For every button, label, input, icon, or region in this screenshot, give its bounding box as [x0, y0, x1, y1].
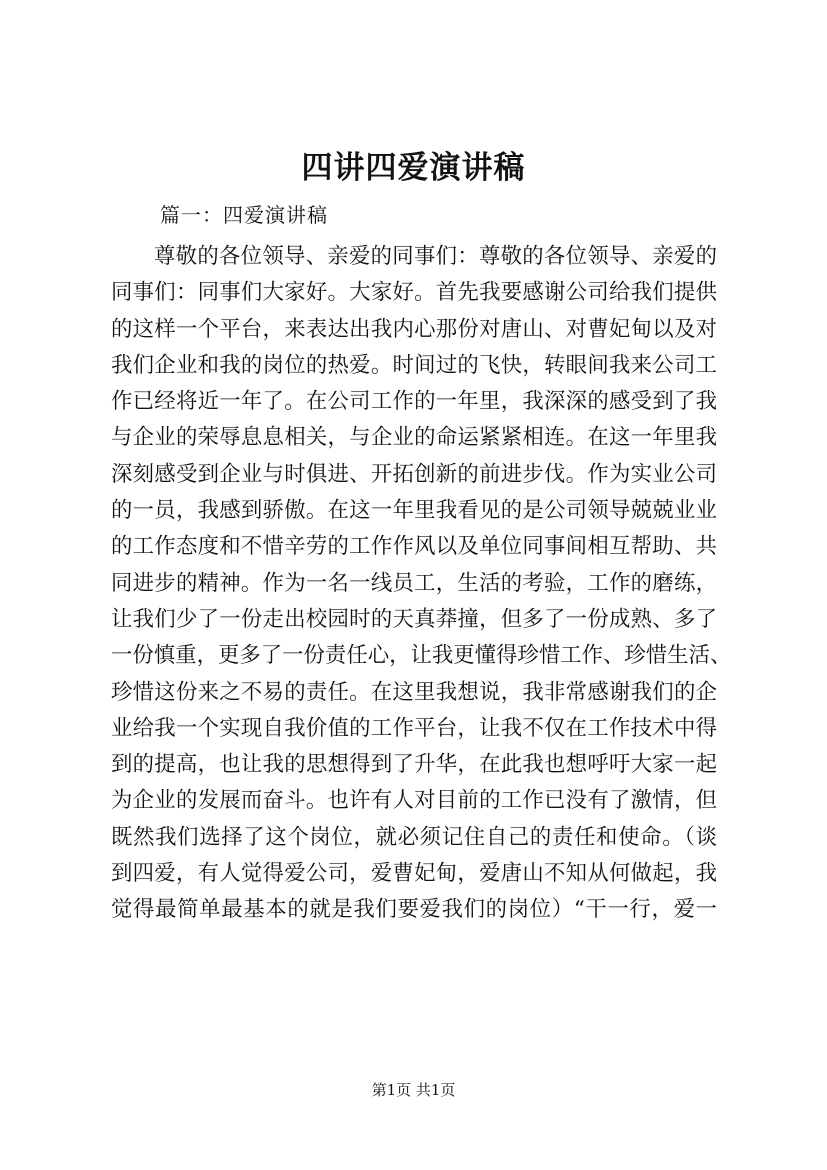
body-paragraph	[111, 239, 732, 929]
body-line: 觉得最简单最基本的就是我们要爱我们的岗位）“干一行，爱一	[111, 897, 717, 923]
body-line: 一份慎重，更多了一份责任心，让我更懂得珍惜工作、珍惜生活、	[111, 643, 732, 669]
body-line: 尊敬的各位领导、亲爱的同事们：尊敬的各位领导、亲爱的	[154, 244, 717, 269]
body-line: 到四爱，有人觉得爱公司，爱曹妃甸，爱唐山不知从何做起，我	[111, 861, 717, 887]
body-line: 的一员，我感到骄傲。在这一年里我看见的是公司领导兢兢业业	[111, 498, 717, 524]
body-line: 作已经将近一年了。在公司工作的一年里，我深深的感受到了我	[111, 389, 717, 415]
document-title: 四讲四爱演讲稿	[301, 150, 526, 186]
body-line: 到的提高，也让我的思想得到了升华，在此我也想呼吁大家一起	[111, 752, 717, 778]
body-line: 我们企业和我的岗位的热爱。时间过的飞快，转眼间我来公司工	[111, 352, 717, 378]
body-line: 让我们少了一份走出校园时的天真莽撞，但多了一份成熟、多了	[111, 606, 717, 632]
section-heading: 篇一：四爱演讲稿	[160, 203, 328, 227]
body-line: 业给我一个实现自我价值的工作平台，让我不仅在工作技术中得	[111, 715, 717, 741]
body-line: 珍惜这份来之不易的责任。在这里我想说，我非常感谢我们的企	[111, 679, 717, 705]
body-line: 的工作态度和不惜辛劳的工作作风以及单位同事间相互帮助、共	[111, 534, 717, 560]
page-footer: 第1页 共1页	[371, 1081, 456, 1099]
body-line: 既然我们选择了这个岗位，就必须记住自己的责任和使命。（谈	[111, 824, 717, 850]
body-line: 与企业的荣辱息息相关，与企业的命运紧紧相连。在这一年里我	[111, 425, 717, 451]
body-line: 同事们：同事们大家好。大家好。首先我要感谢公司给我们提供	[111, 280, 717, 306]
body-line: 同进步的精神。作为一名一线员工，生活的考验，工作的磨练，	[111, 570, 717, 596]
body-line: 为企业的发展而奋斗。也许有人对目前的工作已没有了激情，但	[111, 788, 717, 814]
body-line: 的这样一个平台，来表达出我内心那份对唐山、对曹妃甸以及对	[111, 316, 717, 342]
body-line: 深刻感受到企业与时俱进、开拓创新的前进步伐。作为实业公司	[111, 461, 717, 487]
